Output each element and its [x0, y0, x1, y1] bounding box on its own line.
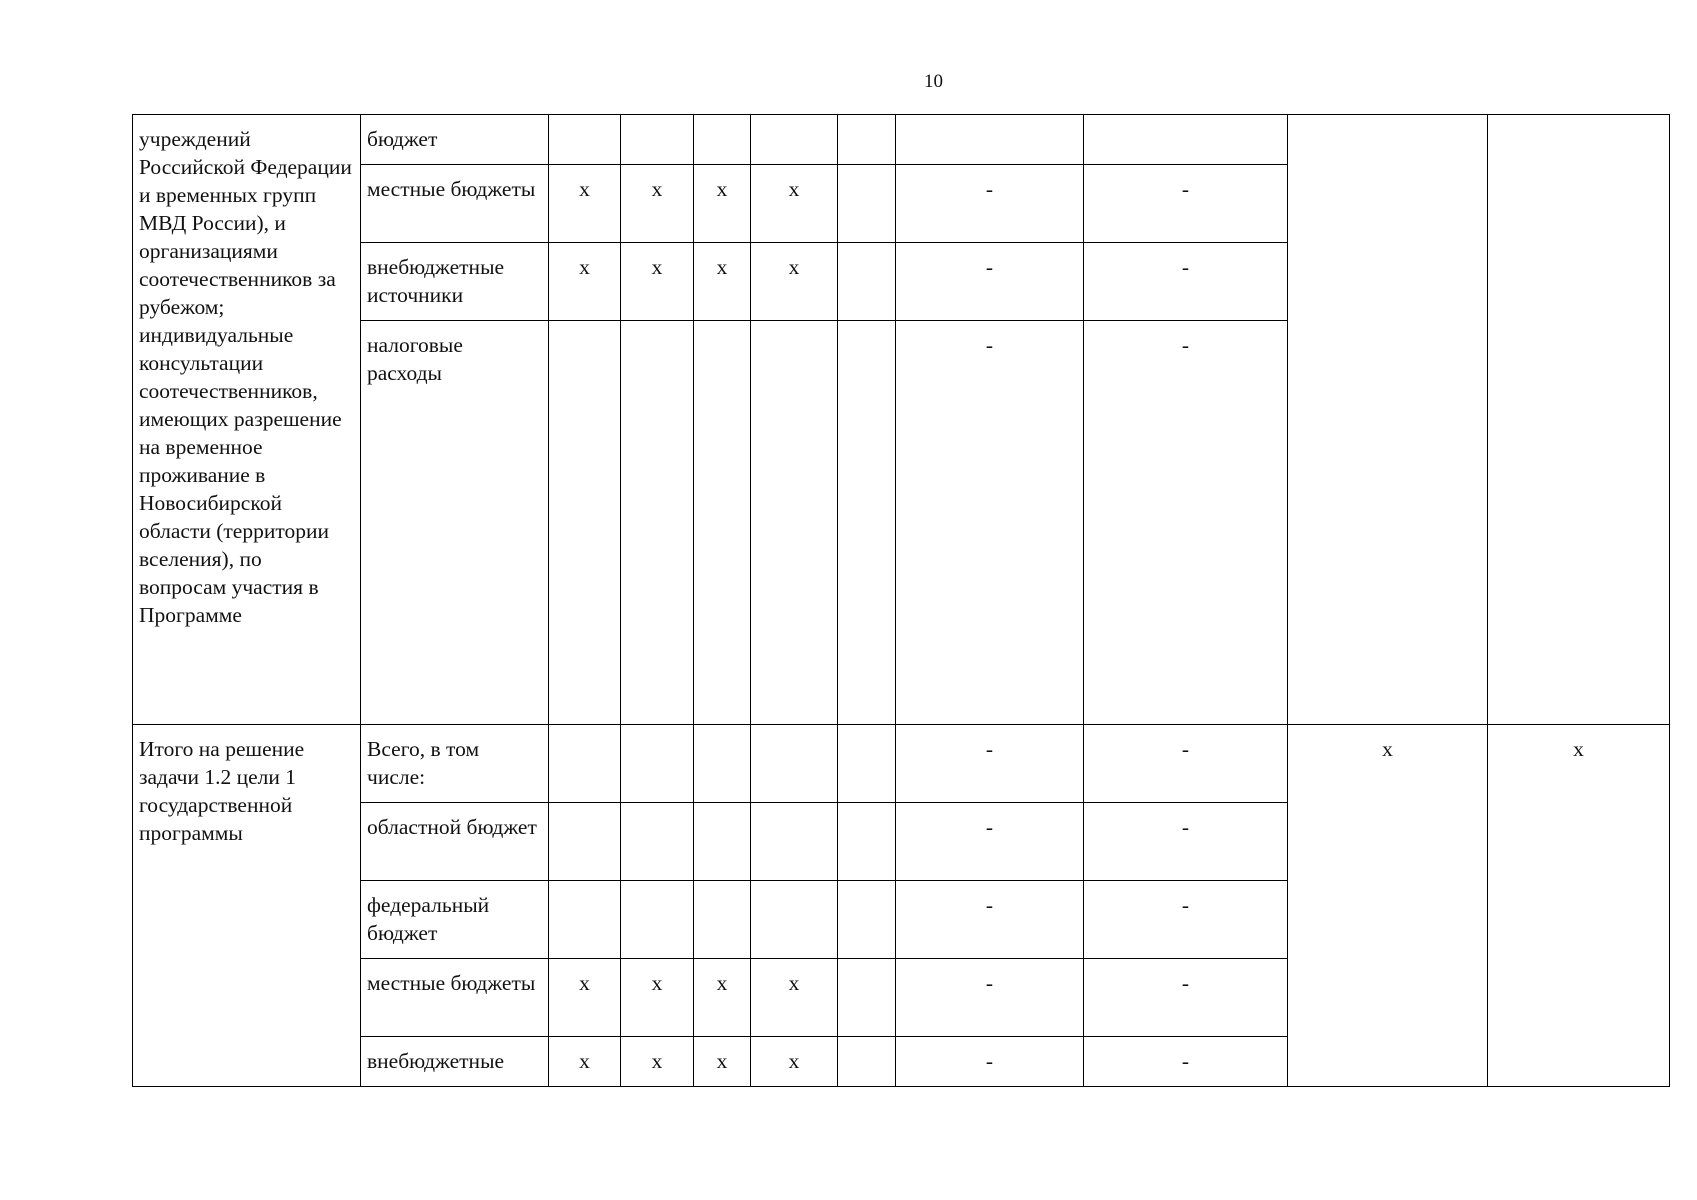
- value-cell: x: [751, 959, 838, 1037]
- value-cell: x: [621, 165, 694, 243]
- value-cell: [694, 321, 751, 725]
- value-cell: x: [549, 165, 621, 243]
- funding-source-cell: областной бюджет: [361, 803, 549, 881]
- value-cell: -: [1084, 243, 1288, 321]
- value-cell: [751, 881, 838, 959]
- value-cell: -: [896, 959, 1084, 1037]
- funding-source-cell: внебюджетные: [361, 1037, 549, 1087]
- value-cell: -: [1084, 165, 1288, 243]
- value-cell: [838, 959, 896, 1037]
- value-cell: [694, 881, 751, 959]
- value-cell: -: [1084, 725, 1288, 803]
- value-cell: x: [694, 959, 751, 1037]
- value-cell: -: [896, 243, 1084, 321]
- value-cell: [838, 725, 896, 803]
- value-cell: [751, 725, 838, 803]
- value-cell: [694, 725, 751, 803]
- value-cell: x: [751, 165, 838, 243]
- value-cell: [621, 725, 694, 803]
- funding-source-cell: бюджет: [361, 115, 549, 165]
- value-cell: [1084, 115, 1288, 165]
- value-cell: [896, 115, 1084, 165]
- measure-description-cell: учреждений Российской Федерации и временных групп МВД России), и организациями соотечественников за рубежом; индивидуальные консультации соотечественников, имеющих разрешение на временное проживание в Новосибирской области (территории вселения), по вопросам участия в Программе: [133, 115, 361, 725]
- value-cell: -: [1084, 959, 1288, 1037]
- value-cell: [621, 115, 694, 165]
- value-cell: [838, 165, 896, 243]
- value-cell: [751, 115, 838, 165]
- value-cell: [549, 881, 621, 959]
- value-cell: [694, 803, 751, 881]
- value-cell: -: [896, 803, 1084, 881]
- funding-source-cell: местные бюджеты: [361, 959, 549, 1037]
- funding-source-cell: Всего, в том числе:: [361, 725, 549, 803]
- value-cell: -: [1084, 881, 1288, 959]
- value-cell: -: [896, 321, 1084, 725]
- value-cell: -: [1084, 1037, 1288, 1087]
- value-cell: [549, 803, 621, 881]
- value-cell: x: [549, 243, 621, 321]
- value-cell: [751, 321, 838, 725]
- value-cell: x: [751, 243, 838, 321]
- task-total-description-cell: Итого на решение задачи 1.2 цели 1 государственной программы: [133, 725, 361, 1087]
- value-cell: [621, 321, 694, 725]
- value-cell: x: [549, 959, 621, 1037]
- funding-source-cell: федеральный бюджет: [361, 881, 549, 959]
- value-cell: [838, 1037, 896, 1087]
- value-cell: [549, 115, 621, 165]
- value-cell: [621, 803, 694, 881]
- value-cell: x: [549, 1037, 621, 1087]
- value-cell: x: [621, 1037, 694, 1087]
- result-cell: x: [1288, 725, 1488, 1087]
- value-cell: [751, 803, 838, 881]
- value-cell: -: [896, 165, 1084, 243]
- value-cell: [549, 321, 621, 725]
- value-cell: -: [896, 881, 1084, 959]
- result-cell: [1288, 115, 1488, 725]
- funding-source-cell: налоговые расходы: [361, 321, 549, 725]
- value-cell: [838, 803, 896, 881]
- value-cell: x: [621, 959, 694, 1037]
- value-cell: x: [694, 1037, 751, 1087]
- value-cell: x: [694, 165, 751, 243]
- value-cell: x: [621, 243, 694, 321]
- value-cell: [838, 321, 896, 725]
- value-cell: [838, 243, 896, 321]
- value-cell: -: [896, 1037, 1084, 1087]
- program-financing-table: [132, 114, 1670, 1087]
- value-cell: x: [751, 1037, 838, 1087]
- value-cell: [838, 115, 896, 165]
- funding-source-cell: внебюджетные источники: [361, 243, 549, 321]
- funding-source-cell: местные бюджеты: [361, 165, 549, 243]
- value-cell: [694, 115, 751, 165]
- table-row: [133, 725, 1670, 803]
- responsible-cell: x: [1488, 725, 1670, 1087]
- value-cell: -: [1084, 803, 1288, 881]
- page-number: 10: [924, 71, 943, 92]
- value-cell: [549, 725, 621, 803]
- table-row: [133, 115, 1670, 165]
- value-cell: [621, 881, 694, 959]
- responsible-cell: [1488, 115, 1670, 725]
- value-cell: -: [1084, 321, 1288, 725]
- value-cell: x: [694, 243, 751, 321]
- value-cell: -: [896, 725, 1084, 803]
- value-cell: [838, 881, 896, 959]
